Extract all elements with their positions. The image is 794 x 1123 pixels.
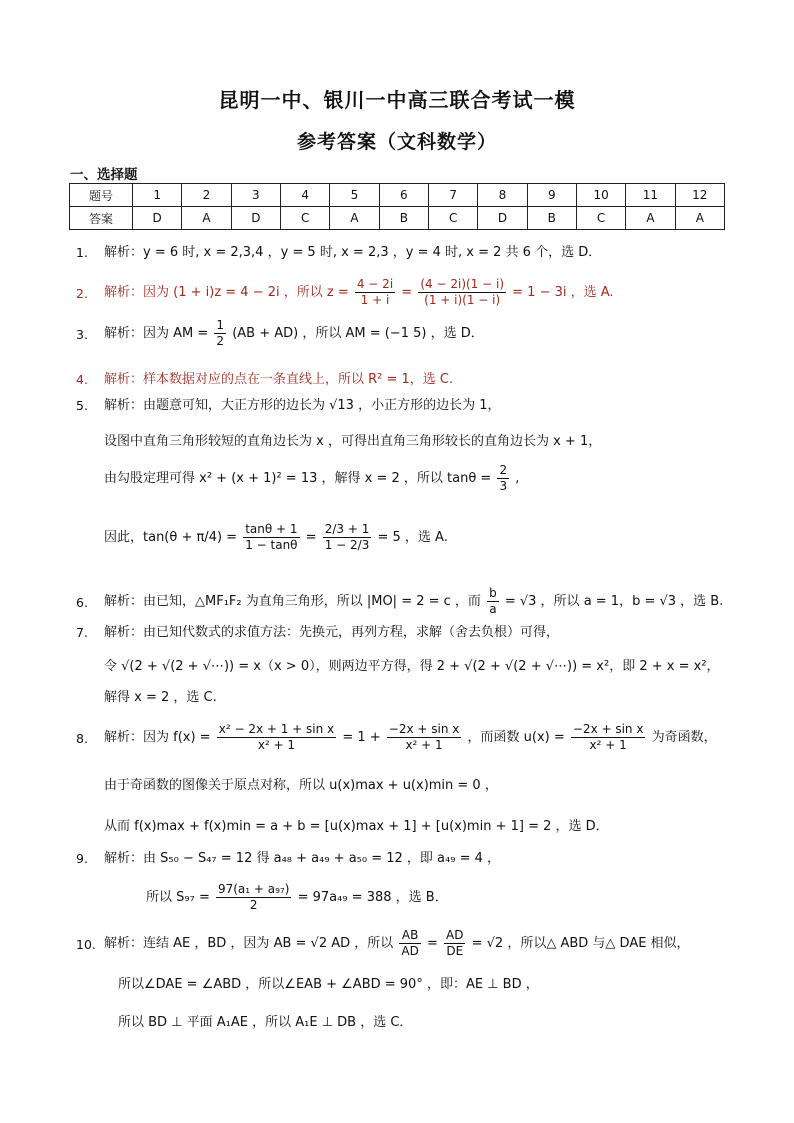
solution-9-text: 所以 S₉₇ = bbox=[146, 890, 214, 905]
fraction-denominator: (1 + i)(1 − i) bbox=[424, 293, 501, 307]
fraction-numerator: −2x + sin x bbox=[388, 722, 460, 736]
fraction-denominator: DE bbox=[446, 944, 464, 958]
fraction-denominator: 1 − 2/3 bbox=[324, 538, 370, 552]
fraction-numerator: AD bbox=[446, 928, 464, 942]
solution-8-line: 从而 f(x)max + f(x)min = a + b = [u(x)max + 1] + [u(x)min + 1] = 2 ，选 D． bbox=[104, 819, 609, 834]
solution-7-line: 解得 x = 2 ，选 C. bbox=[104, 690, 217, 705]
fraction-denominator: x² + 1 bbox=[405, 738, 443, 752]
table-cell-number: 7 bbox=[428, 184, 477, 207]
table-cell-number: 5 bbox=[330, 184, 379, 207]
fraction-denominator: 2 bbox=[249, 898, 258, 912]
fraction bbox=[399, 928, 420, 959]
fraction bbox=[217, 722, 336, 753]
solution-7-line: 令 √(2 + √(2 + √⋯)) = x（x > 0），则两边平方得，得 2 + √(2 + √(2 + √⋯)) = x²，即 2 + x = x²， bbox=[104, 659, 720, 674]
solution-10-text: = bbox=[426, 936, 443, 951]
solution-10-text: 解析：连结 AE ，BD ，因为 AB = √2 AD ，所以 bbox=[104, 936, 398, 951]
solution-5-text: 由勾股定理可得 x² + (x + 1)² = 13 ，解得 x = 2 ，所以 tanθ = bbox=[104, 471, 496, 486]
solution-2-text: = 1 − 3i ，选 A. bbox=[512, 285, 614, 300]
table-cell-answer: D bbox=[478, 207, 527, 230]
fraction bbox=[355, 277, 395, 308]
solution-3-line bbox=[104, 318, 484, 349]
solution-5-text: = 5 ，选 A. bbox=[377, 530, 448, 545]
item-number: 8. bbox=[76, 731, 88, 746]
fraction-numerator: x² − 2x + 1 + sin x bbox=[218, 722, 335, 736]
fraction bbox=[444, 928, 465, 959]
solution-1-line: 解析：y = 6 时, x = 2,3,4 ，y = 5 时, x = 2,3 ，y = 4 时, x = 2 共 6 个，选 D． bbox=[104, 245, 602, 260]
fraction bbox=[214, 318, 226, 349]
table-cell-number: 6 bbox=[379, 184, 428, 207]
solution-9-text: = 97a₄₉ = 388 ，选 B． bbox=[297, 890, 448, 905]
table-cell-answer: D bbox=[231, 207, 280, 230]
solution-10-text: = √2 ，所以△ ABD 与△ DAE 相似， bbox=[471, 936, 690, 951]
document-subtitle: 参考答案（文科数学） bbox=[296, 131, 497, 153]
table-cell-answer: B bbox=[527, 207, 576, 230]
table-cell-answer: A bbox=[626, 207, 675, 230]
solution-8-text: 为奇函数， bbox=[651, 730, 717, 745]
table-cell-number: 11 bbox=[626, 184, 675, 207]
fraction-denominator: 3 bbox=[499, 479, 508, 493]
fraction bbox=[243, 522, 299, 553]
fraction-denominator: 1 + i bbox=[360, 293, 390, 307]
fraction-numerator: 97(a₁ + a₉₇) bbox=[217, 882, 290, 896]
solution-5-line: 设图中直角三角形较短的直角边长为 x ，可得出直角三角形较长的直角边长为 x + 1， bbox=[104, 434, 602, 449]
solution-3-text: 解析：因为 AM = bbox=[104, 326, 213, 341]
solution-5-text: 因此，tan(θ + π/4) = bbox=[104, 530, 242, 545]
table-cell-answer: A bbox=[330, 207, 379, 230]
solution-10-line: 所以∠DAE = ∠ABD ，所以∠EAB + ∠ABD = 90° ，即：AE ⊥ BD ， bbox=[118, 977, 539, 992]
document-title: 昆明一中、银川一中高三联合考试一模 bbox=[218, 88, 576, 112]
fraction bbox=[387, 722, 462, 753]
fraction bbox=[487, 586, 499, 617]
answer-table bbox=[69, 183, 725, 230]
table-cell-answer: A bbox=[182, 207, 231, 230]
fraction bbox=[216, 882, 291, 913]
fraction-denominator: AD bbox=[401, 944, 419, 958]
item-number: 5. bbox=[76, 398, 88, 413]
item-number: 1. bbox=[76, 245, 88, 260]
solution-10-line bbox=[104, 928, 690, 959]
table-cell-answer: C bbox=[428, 207, 477, 230]
fraction-denominator: x² + 1 bbox=[589, 738, 627, 752]
fraction-numerator: 4 − 2i bbox=[356, 277, 394, 291]
item-number: 4. bbox=[76, 372, 88, 387]
fraction bbox=[418, 277, 506, 308]
answer-table-number-row bbox=[70, 184, 725, 207]
solution-8-line bbox=[104, 722, 717, 753]
table-cell-number: 2 bbox=[182, 184, 231, 207]
fraction-numerator: tanθ + 1 bbox=[245, 522, 298, 536]
table-cell-number: 8 bbox=[478, 184, 527, 207]
fraction-numerator: AB bbox=[399, 928, 420, 944]
fraction-numerator: 1 bbox=[216, 318, 225, 332]
solution-7-line: 解析：由已知代数式的求值方法：先换元，再列方程，求解（舍去负根）可得， bbox=[104, 625, 560, 640]
fraction bbox=[323, 522, 372, 553]
section-title: 一、选择题 bbox=[70, 167, 138, 183]
table-cell-number: 1 bbox=[133, 184, 182, 207]
table-cell-number: 12 bbox=[675, 184, 724, 207]
fraction-numerator: 2 bbox=[499, 463, 508, 477]
solution-9-line: 解析：由 S₅₀ − S₄₇ = 12 得 a₄₈ + a₄₉ + a₅₀ = 12 ，即 a₄₉ = 4 ， bbox=[104, 851, 500, 866]
solution-2-text: 解析：因为 (1 + i)z = 4 − 2i ，所以 z = bbox=[104, 285, 353, 300]
solution-5-line: 因此，tan(θ + π/4) = $\frac{\tan\theta + 1}{1 - \tan\theta}$ = $\frac{2/3 + 1}{1 - 2/3}$ = 5 ，选 A. bbox=[104, 522, 448, 552]
solution-10-line: 所以 BD ⊥ 平面 A₁AE ，所以 A₁E ⊥ DB ，选 C． bbox=[118, 1015, 413, 1030]
table-header-number: 题号 bbox=[70, 184, 133, 207]
table-cell-answer: C bbox=[576, 207, 625, 230]
fraction-numerator: b bbox=[489, 586, 497, 600]
table-cell-answer: A bbox=[675, 207, 724, 230]
solution-8-line: 由于奇函数的图像关于原点对称，所以 u(x)max + u(x)min = 0 ， bbox=[104, 778, 498, 793]
solution-8-text: ，而函数 u(x) = bbox=[467, 730, 569, 745]
table-cell-answer: B bbox=[379, 207, 428, 230]
solution-8-text: = 1 + bbox=[342, 730, 385, 745]
table-cell-answer: C bbox=[280, 207, 329, 230]
fraction-denominator: 2 bbox=[216, 334, 225, 348]
fraction-denominator: a bbox=[489, 602, 497, 616]
table-header-answer: 答案 bbox=[70, 207, 133, 230]
solution-4-line: 解析：样本数据对应的点在一条直线上，所以 R² = 1，选 C. bbox=[104, 372, 454, 387]
solution-3-text: (AB + AD) ，所以 AM = (−1 5) ，选 D． bbox=[232, 326, 484, 341]
table-cell-number: 10 bbox=[576, 184, 625, 207]
table-cell-number: 4 bbox=[280, 184, 329, 207]
solution-8-text: 解析：因为 f(x) = bbox=[104, 730, 215, 745]
fraction bbox=[571, 722, 646, 753]
solution-5-line: 解析：由题意可知，大正方形的边长为 √13 ，小正方形的边长为 1， bbox=[104, 398, 501, 413]
solution-5-line: 由勾股定理可得 x² + (x + 1)² = 13 ，解得 x = 2 ，所以 tanθ = $\frac{2}{3}$ , bbox=[104, 463, 520, 493]
table-cell-answer: D bbox=[133, 207, 182, 230]
solution-6-text: 解析：由已知，△MF₁F₂ 为直角三角形，所以 |MO| = 2 = c ，而 bbox=[104, 594, 486, 609]
answer-table-answer-row bbox=[70, 207, 725, 230]
item-number: 10. bbox=[76, 937, 96, 952]
item-number: 3. bbox=[76, 327, 88, 342]
solution-9-line bbox=[146, 882, 448, 913]
fraction-numerator: (4 − 2i)(1 − i) bbox=[420, 277, 505, 291]
item-number: 9. bbox=[76, 851, 88, 866]
table-cell-number: 3 bbox=[231, 184, 280, 207]
fraction bbox=[497, 463, 509, 494]
solution-2-line: 解析：因为 (1 + i)z = 4 − 2i ，所以 z = $\frac{4 - 2i}{1 + i}$ = $\frac{(4 - 2i)(1 - i)}{(1 + i)(1 - i)}$ = 1 − 3i ，选 A. bbox=[104, 277, 614, 307]
table-cell-number: 9 bbox=[527, 184, 576, 207]
fraction-numerator: 2/3 + 1 bbox=[324, 522, 370, 536]
fraction-denominator: x² + 1 bbox=[257, 738, 296, 752]
item-number: 2. bbox=[76, 286, 88, 301]
item-number: 7. bbox=[76, 625, 88, 640]
item-number: 6. bbox=[76, 595, 88, 610]
solution-6-text: = √3 ，所以 a = 1，b = √3 ，选 B. bbox=[504, 594, 724, 609]
solution-6-line bbox=[104, 586, 723, 617]
fraction-denominator: 1 − tanθ bbox=[245, 538, 298, 552]
fraction-numerator: −2x + sin x bbox=[572, 722, 644, 736]
